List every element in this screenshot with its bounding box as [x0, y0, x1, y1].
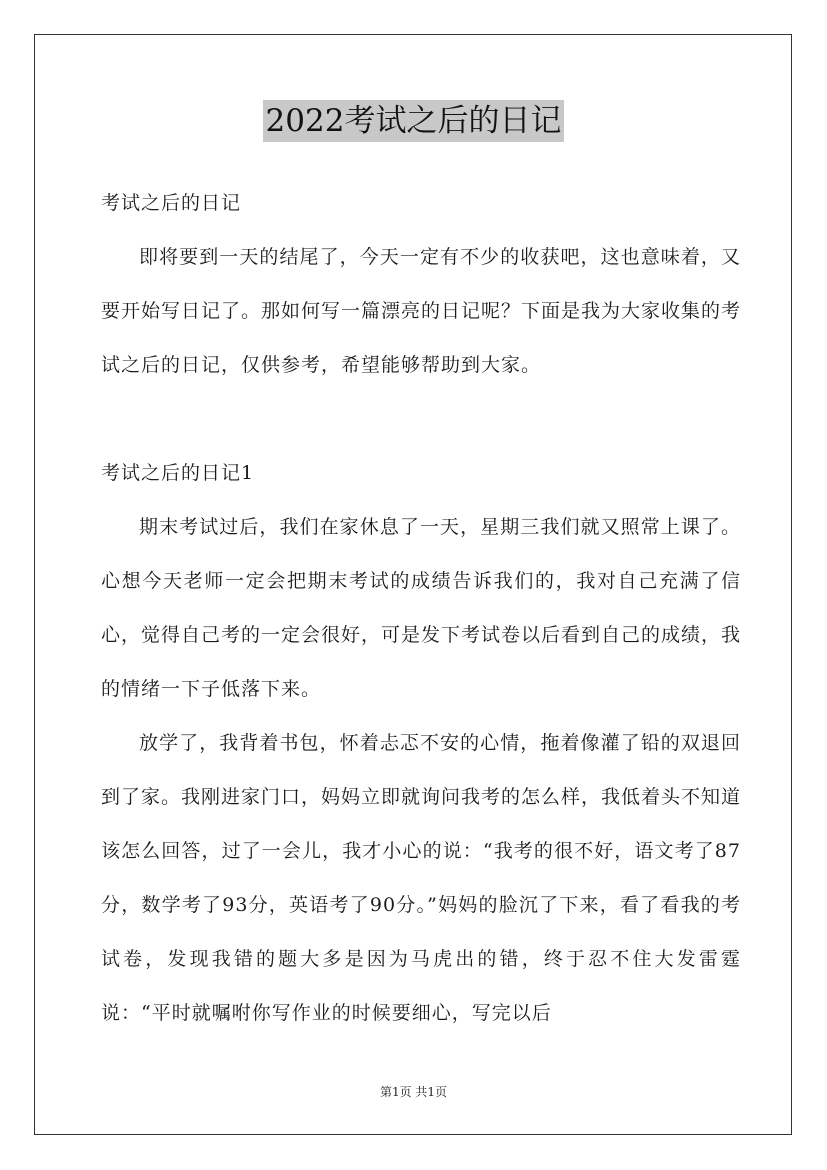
- subtitle: 考试之后的日记: [101, 192, 242, 214]
- page-footer: 第1页 共1页: [379, 1085, 448, 1099]
- document-title: 2022考试之后的日记: [263, 100, 565, 142]
- body-paragraph-2: 放学了，我背着书包，怀着忐忑不安的心情，拖着像灌了铅的双退回到了家。我刚进家门口，妈妈立即就询问我考的怎么样，我低着头不知道该怎么回答，过了一会儿，我才小心的说：“我考的很不好，语文考了87分，数学考了93分，英语考了90分。”妈妈的脸沉了下来，看了看我的考试卷，发现我错的题大多是因为马虎出的错，终于忍不住大发雷霆说：“平时就嘱咐你写作业的时候要细心，写完以后: [101, 732, 742, 1024]
- intro-paragraph: 即将要到一天的结尾了，今天一定有不少的收获吧，这也意味着，又要开始写日记了。那如何写一篇漂亮的日记呢？下面是我为大家收集的考试之后的日记，仅供参考，希望能够帮助到大家。: [101, 246, 742, 376]
- document-body: [101, 176, 741, 1040]
- section-heading: 考试之后的日记1: [101, 462, 255, 484]
- title-container: [0, 100, 827, 142]
- body-paragraph-1: 期末考试过后，我们在家休息了一天，星期三我们就又照常上课了。心想今天老师一定会把期末考试的成绩告诉我们的，我对自己充满了信心，觉得自己考的一定会很好，可是发下考试卷以后看到自己的成绩，我的情绪一下子低落下来。: [101, 516, 742, 700]
- section-spacer: [101, 392, 741, 446]
